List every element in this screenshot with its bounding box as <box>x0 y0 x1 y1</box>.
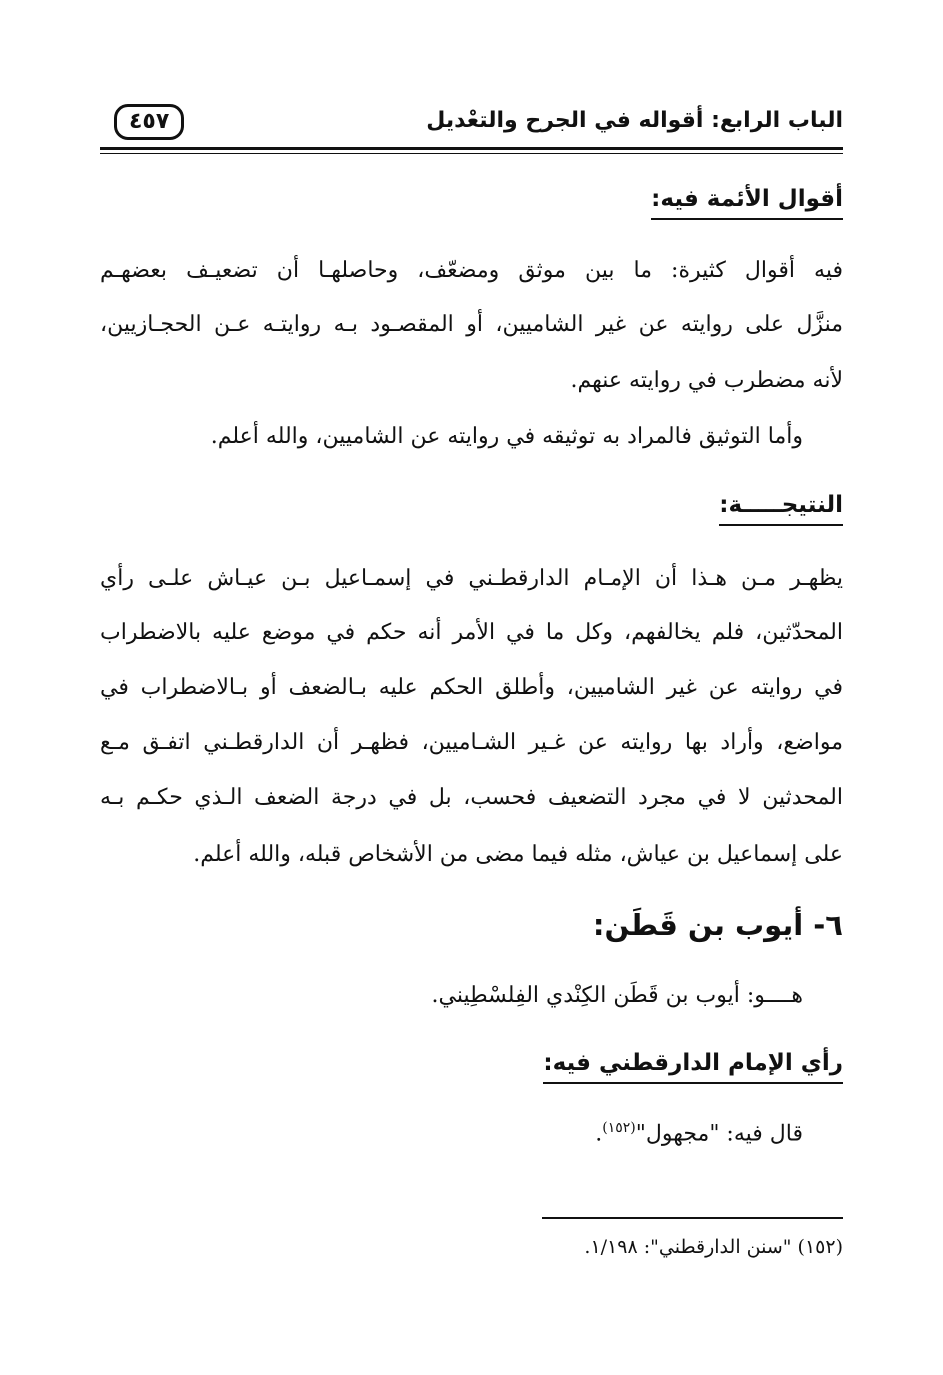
quote-text: قال فيه: "مجهول" <box>635 1121 803 1147</box>
section1-line-1: فيه أقوال كثيرة: ما بين موثق ومضعّف، وحاصلهـا أن تضعيـف بعضهـم <box>100 258 843 283</box>
footnote-text: (١٥٢) "سنن الدارقطني": ١/١٩٨. <box>584 1236 843 1258</box>
section2-line-1: يظهـر مـن هـذا أن الإمـام الدارقطـني في إسمـاعيل بـن عيـاش علـى رأي <box>100 566 843 591</box>
section1-line-3: لأنه مضطرب في روايته عنهم. <box>570 368 843 393</box>
section2-line-4: مواضع، وأراد بها روايته عن غـير الشـاميين، فظهـر أن الدارقطـني اتفـق مـع <box>100 730 843 755</box>
header-rule-thin <box>100 153 843 154</box>
footnote-reference[interactable]: (١٥٢) <box>602 1120 636 1136</box>
page-number: ٤٥٧ <box>114 104 184 140</box>
header-rule <box>100 147 843 150</box>
section1-line-4: وأما التوثيق فالمراد به توثيقه في روايته عن الشاميين، والله أعلم. <box>210 424 803 449</box>
page-header <box>100 100 843 146</box>
section2-line-5: المحدثين لا في مجرد التضعيف فحسب، بل في درجة الضعف الـذي حكـم بـه <box>100 785 843 810</box>
section2-line-6: على إسماعيل بن عياش، مثله فيما مضى من الأشخاص قبله، والله أعلم. <box>193 842 843 867</box>
section1-line-2: منزَّل على روايته عن غير الشاميين، أو المقصـود بـه روايتـه عـن الحجـازيين، <box>100 312 843 337</box>
quote-line: قال فيه: "مجهول"$^{(١٥٢)}$. <box>595 1120 803 1147</box>
section-heading-ayyub: ٦- أيوب بن قَطَن: <box>592 908 843 942</box>
running-title: الباب الرابع: أقواله في الجرح والتعْديل <box>426 108 843 133</box>
ayyub-intro: هــــو: أيوب بن قَطَن الكِنْدي الفِلسْطِيني. <box>431 983 803 1008</box>
section2-line-2: المحدّثين، فلم يخالفهم، وكل ما في الأمر أنه حكم في موضع عليه بالاضطراب <box>100 620 843 645</box>
section-heading-imams-opinions: أقوال الأئمة فيه: <box>651 186 843 220</box>
section-heading-result: النتيجـــــة: <box>719 492 843 526</box>
section2-line-3: في روايته عن غير الشاميين، وأطلق الحكم عليه بـالضعف أو بـالاضطراب في <box>100 675 843 700</box>
footnote-rule <box>542 1217 843 1219</box>
section-heading-daraqutni-opinion: رأي الإمام الدارقطني فيه: <box>543 1050 843 1084</box>
